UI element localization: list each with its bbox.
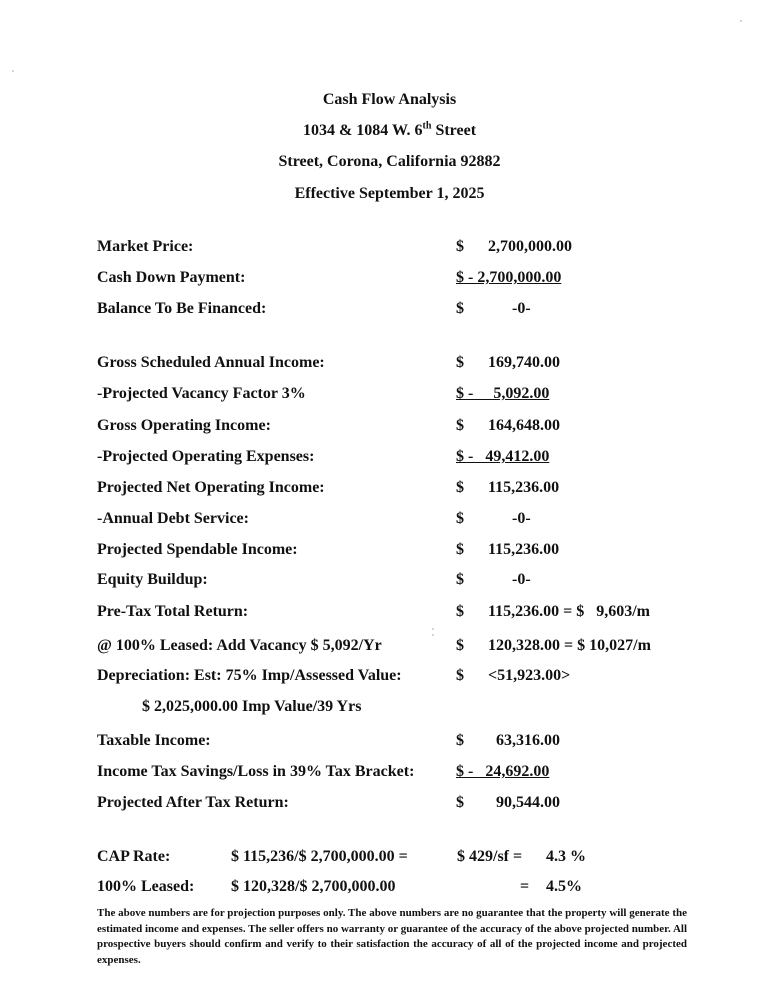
depreciation-row: Depreciation: Est: 75% Imp/Assessed Value: $ <51,923.00> [97,667,571,684]
document-title: Cash Flow Analysis [322,91,457,108]
leased-cap-rate-row: 100% Leased: $ 120,328/$ 2,700,000.00 = 4.5% [97,878,582,895]
scan-speck [740,20,742,22]
tax-savings-row: Income Tax Savings/Loss in 39% Tax Bracket: $ - 24,692.00 [97,763,550,780]
address-line-1: 1034 & 1084 W. 6th Street [302,120,477,139]
scan-speck [12,70,14,72]
leased-100-row: @ 100% Leased: Add Vacancy $ 5,092/Yr $ 120,328.00 = $ 10,027/m [97,637,651,654]
net-operating-income-row: Projected Net Operating Income: $ 115,236.00 [97,479,560,496]
scan-speck [432,628,434,630]
debt-service-row: -Annual Debt Service: $ -0- [97,510,531,527]
operating-expenses-row: -Projected Operating Expenses: $ - 49,412.00 [97,448,550,465]
depreciation-note-row: $ 2,025,000.00 Imp Value/39 Yrs [142,698,362,715]
gross-operating-income-row: Gross Operating Income: $ 164,648.00 [97,417,560,434]
effective-date: Effective September 1, 2025 [294,185,485,202]
cap-rate-row: CAP Rate: $ 115,236/$ 2,700,000.00 = $ 429/sf = 4.3 % [97,848,586,865]
taxable-income-row: Taxable Income: $ 63,316.00 [97,732,560,749]
address-line-2: Street, Corona, California 92882 [278,153,501,170]
market-price-row: Market Price: $ 2,700,000.00 [97,238,572,255]
after-tax-return-row: Projected After Tax Return: $ 90,544.00 [97,794,560,811]
cash-down-row: Cash Down Payment: $ - 2,700,000.00 [97,269,562,286]
vacancy-factor-row: -Projected Vacancy Factor 3% $ - 5,092.00 [97,385,550,402]
scan-speck [432,634,434,636]
gross-scheduled-income-row: Gross Scheduled Annual Income: $ 169,740.00 [97,354,560,371]
disclaimer-text: The above numbers are for projection purposes only. The above numbers are no guarantee that the property will generate the estimated income and expenses. The seller offers no warranty or guarantee of the accuracy of the above projected number. All prospective buyers should confirm and verify to their satisfaction the accuracy of all of the projected income and projected expenses. [97,907,687,966]
balance-financed-row: Balance To Be Financed: $ -0- [97,300,531,317]
pretax-return-row: Pre-Tax Total Return: $ 115,236.00 = $ 9,603/m [97,603,651,620]
spendable-income-row: Projected Spendable Income: $ 115,236.00 [97,541,560,558]
equity-buildup-row: Equity Buildup: $ -0- [97,571,531,588]
